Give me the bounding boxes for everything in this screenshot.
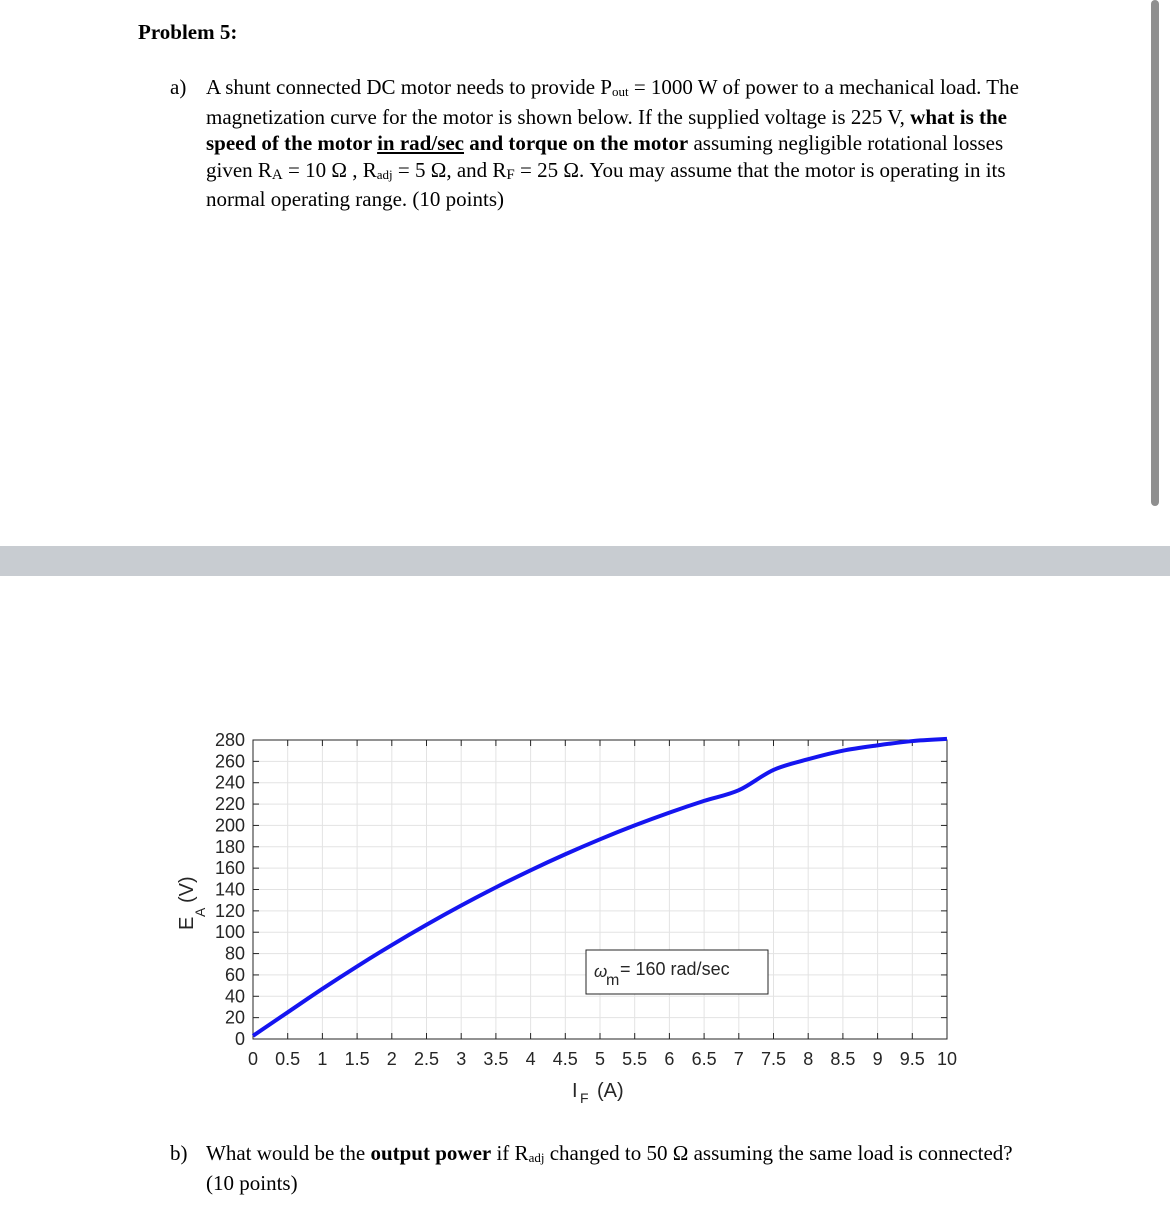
x-axis-label: I (572, 1080, 578, 1102)
y-tick-label: 40 (224, 986, 245, 1007)
part-b-text-1: What would be the (206, 1141, 371, 1165)
chart-ticks (215, 730, 957, 1069)
y-tick-label: 0 (234, 1029, 245, 1049)
part-a-text-2: = 1000 W of power to a mechanical load. The magnetization curve for the motor is shown below. If the supplied voltage is 225 V, (206, 75, 1019, 129)
y-axis-label: E (176, 916, 198, 930)
x-tick-label: 7 (733, 1049, 744, 1069)
x-tick-label: 1 (317, 1049, 328, 1069)
x-tick-label: 8 (803, 1049, 814, 1069)
y-tick-label: 80 (224, 943, 245, 964)
part-b-letter: b) (170, 1141, 188, 1165)
x-tick-label: 6 (664, 1049, 675, 1069)
part-a-text-4: = 10 Ω , R (282, 157, 377, 182)
pout-subscript: out (611, 84, 629, 99)
y-axis-label-subscript: A (192, 907, 208, 917)
part-b (170, 1140, 1020, 1196)
x-axis-label-unit: (A) (597, 1080, 624, 1102)
part-a-underline: in rad/sec (377, 131, 465, 155)
part-b-text (206, 1140, 1020, 1196)
y-tick-label: 120 (214, 900, 245, 921)
radj-subscript: adj (376, 166, 393, 182)
rf-subscript: F (506, 166, 515, 183)
legend-symbol-subscript: m (606, 972, 620, 989)
x-tick-label: 9 (872, 1049, 883, 1069)
x-tick-label: 7.5 (760, 1049, 787, 1069)
part-a-text-6: = 25 Ω. You may assume that the motor is operating in its normal operating range. (10 points) (206, 157, 1006, 211)
legend-text: = 160 rad/sec (620, 959, 730, 979)
x-tick-label: 5.5 (622, 1049, 648, 1069)
y-axis-label-group (176, 876, 208, 930)
part-a-text-1: A shunt connected DC motor needs to provide P (206, 75, 612, 99)
x-tick-label: 0.5 (275, 1049, 301, 1069)
y-tick-label: 60 (224, 964, 245, 985)
x-tick-label: 0 (247, 1049, 259, 1069)
x-tick-label: 2 (386, 1049, 397, 1069)
y-axis-label-unit: (V) (176, 876, 198, 903)
y-tick-label: 100 (214, 922, 245, 943)
part-b-text-2: if R (491, 1141, 529, 1165)
y-tick-label: 160 (214, 858, 245, 879)
part-a-bold-2: and torque on the motor (464, 131, 689, 155)
x-tick-label: 10 (936, 1049, 958, 1069)
x-tick-label: 9.5 (899, 1049, 925, 1069)
chart-legend (586, 950, 768, 994)
ra-subscript: A (271, 166, 283, 183)
y-tick-label: 200 (214, 815, 245, 836)
x-tick-label: 4 (525, 1049, 536, 1069)
part-b-bold: output power (370, 1141, 492, 1165)
x-axis-label-subscript: F (580, 1090, 589, 1106)
problem-title: Problem 5: (138, 20, 238, 44)
x-tick-label: 6.5 (691, 1049, 717, 1069)
part-a-text-3: assuming negligible rotational losses given R (206, 131, 1004, 182)
x-tick-label: 2.5 (413, 1049, 440, 1069)
part-a-bold-1: what is the speed of the motor (206, 104, 1007, 155)
y-tick-label: 20 (224, 1007, 245, 1028)
y-tick-label: 180 (214, 836, 245, 857)
y-tick-label: 240 (214, 772, 245, 793)
part-b-text-3: changed to 50 Ω assuming the same load is connected? (10 points) (206, 1141, 1013, 1195)
x-tick-label: 4.5 (552, 1049, 578, 1069)
x-tick-label: 1.5 (344, 1049, 370, 1069)
x-tick-label: 5 (594, 1049, 606, 1069)
legend-symbol: ω (594, 962, 608, 981)
y-tick-label: 260 (214, 751, 245, 772)
y-tick-label: 140 (214, 879, 245, 900)
part-a-letter: a) (170, 75, 187, 99)
radj-subscript-b: adj (528, 1150, 545, 1165)
x-tick-label: 8.5 (830, 1049, 856, 1069)
y-tick-label: 280 (214, 730, 245, 750)
x-tick-label: 3.5 (483, 1049, 509, 1069)
y-tick-label: 220 (214, 794, 245, 815)
x-tick-label: 3 (456, 1049, 467, 1069)
part-a-text-5: = 5 Ω, and R (392, 157, 507, 182)
